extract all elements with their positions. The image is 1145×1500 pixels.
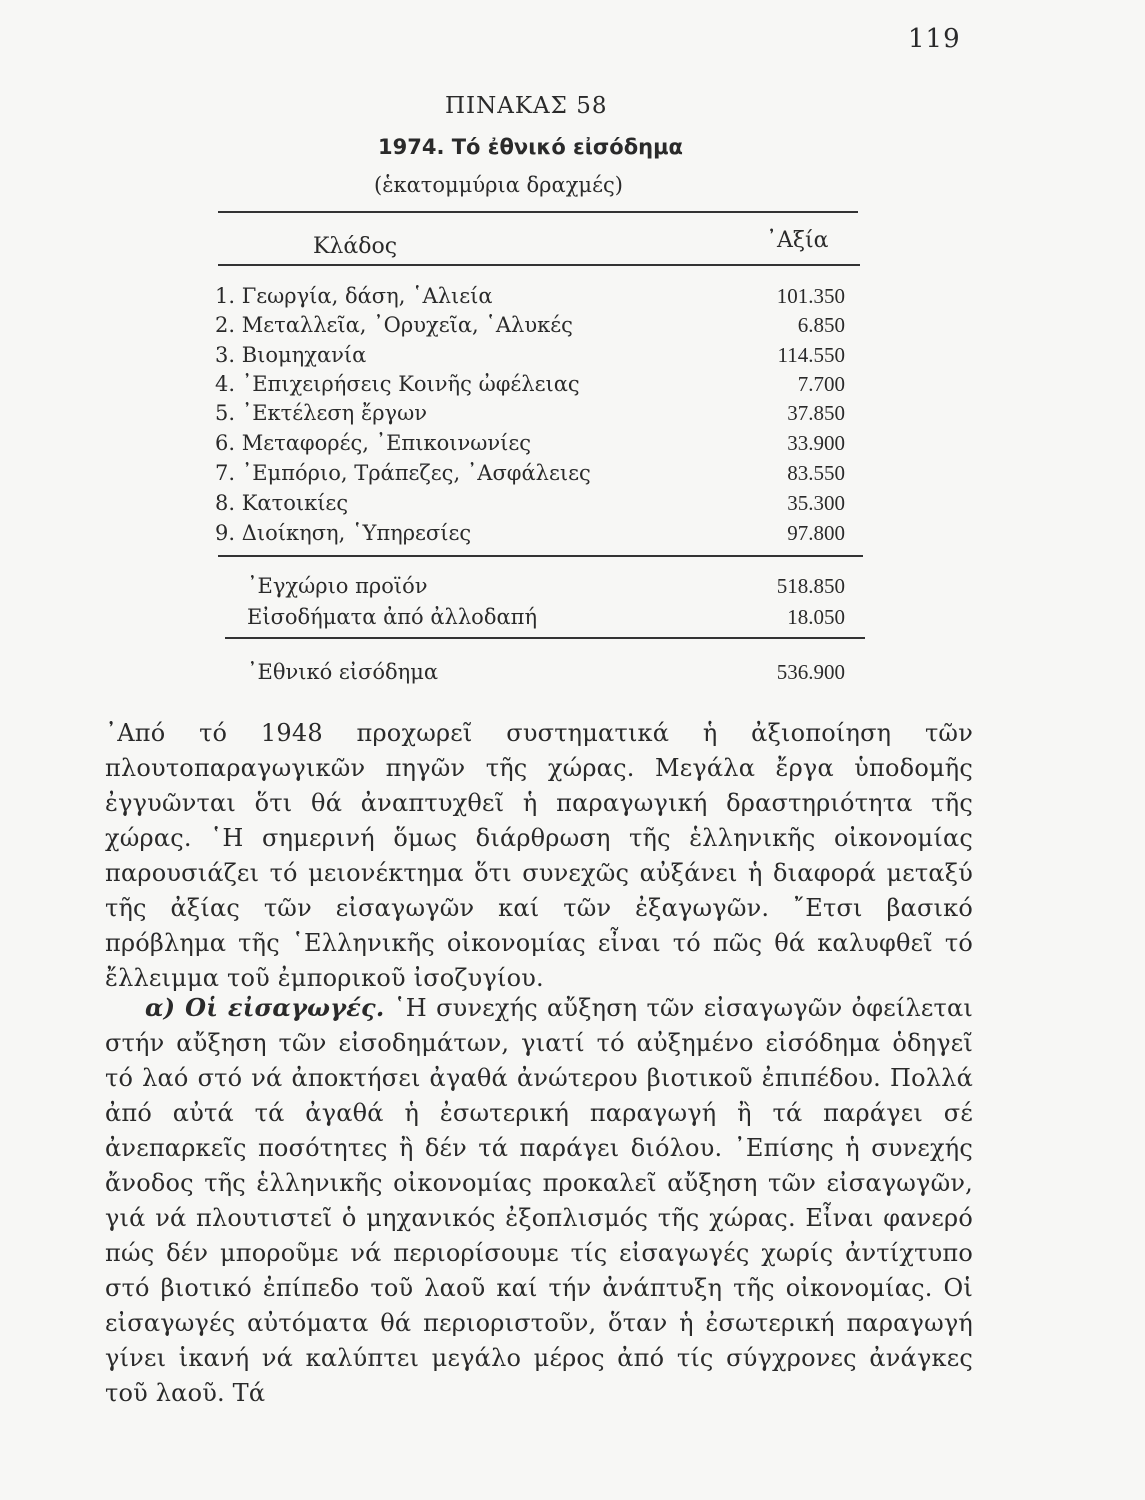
row-label: Εἰσοδήματα ἀπό ἀλλοδαπή <box>247 605 538 629</box>
row-value: 6.850 <box>797 313 845 337</box>
table-row <box>215 343 845 373</box>
column-header-value: ᾿Αξία <box>766 228 829 253</box>
row-value: 33.900 <box>787 431 845 455</box>
row-value: 37.850 <box>787 401 845 425</box>
row-value: 536.900 <box>776 660 845 684</box>
body-paragraph-1: ᾿Από τό 1948 προχωρεῖ συστηματικά ἡ ἀξιοποίηση τῶν πλουτοπαραγωγικῶν πηγῶν τῆς χώρας. Μεγάλα ἔργα ὑποδομῆς ἐγγυῶνται ὅτι θά ἀναπτυχθεῖ ἡ παραγωγική δραστηριότητα τῆς χώρας. ῾Η σημερινή ὅμως διάρθρωση τῆς ἑλληνικῆς οἰκονομίας παρουσιάζει τό μειονέκτημα ὅτι συνεχῶς αὐξάνει ἡ διαφορά μεταξύ τῆς ἀξίας τῶν εἰσαγωγῶν καί τῶν ἐξαγωγῶν. ῎Ετσι βασικό πρόβλημα τῆς ῾Ελληνικῆς οἰκονομίας εἶναι τό πῶς θά καλυφθεῖ τό ἔλλειμμα τοῦ ἐμπορικοῦ ἰσοζυγίου. <box>105 719 973 992</box>
row-value: 97.800 <box>787 521 845 545</box>
paragraph-heading: α) Οἱ εἰσαγωγές. <box>145 993 385 1022</box>
row-label: ᾿Εγχώριο προϊόν <box>247 574 428 598</box>
row-label: 9. Διοίκηση, ῾Υπηρεσίες <box>215 521 472 545</box>
table-row <box>215 461 845 491</box>
row-label: 4. ᾿Επιχειρήσεις Κοινῆς ὠφέλειας <box>215 372 580 396</box>
table-row <box>215 521 845 551</box>
row-value: 35.300 <box>787 491 845 515</box>
table-row <box>215 284 845 314</box>
table-row <box>215 401 845 431</box>
row-label: 6. Μεταφορές, ᾿Επικοινωνίες <box>215 431 531 455</box>
column-header-sector: Κλάδος <box>313 234 398 259</box>
table-unit: (ἑκατομμύρια δραχμές) <box>374 173 623 197</box>
table-row-national-income <box>215 660 845 690</box>
table-row <box>215 372 845 402</box>
table-label: ΠΙΝΑΚΑΣ 58 <box>445 93 608 119</box>
row-value: 518.850 <box>776 574 845 598</box>
table-row-domestic-product <box>215 574 845 604</box>
header-bottom-rule <box>218 264 860 266</box>
table-row <box>215 491 845 521</box>
row-label: 3. Βιομηχανία <box>215 343 367 367</box>
rows-bottom-rule <box>218 555 863 557</box>
table-row <box>215 313 845 343</box>
table-title: 1974. Τό ἐθνικό εἰσόδημα <box>378 135 683 159</box>
row-value: 101.350 <box>776 284 845 308</box>
page-number: 119 <box>908 24 961 54</box>
row-label: 2. Μεταλλεῖα, ᾿Ορυχεῖα, ῾Αλυκές <box>215 313 573 337</box>
paragraph-text: ῾Η συνεχής αὔξηση τῶν εἰσαγωγῶν ὀφείλεται στήν αὔξηση τῶν εἰσοδημάτων, γιατί τό αὐξημένο εἰσόδημα ὁδηγεῖ τό λαό στό νά ἀποκτήσει ἀγαθά ἀνώτερου βιοτικοῦ ἐπιπέδου. Πολλά ἀπό αὐτά τά ἀγαθά ἡ ἐσωτερική παραγωγή ἢ τά παράγει σέ ἀνεπαρκεῖς ποσότητες ἢ δέν τά παράγει διόλου. ᾿Επίσης ἡ συνεχής ἄνοδος τῆς ἑλληνικῆς οἰκονομίας προκαλεῖ αὔξηση τῶν εἰσαγωγῶν, γιά νά πλουτιστεῖ ὁ μηχανικός ἐξοπλισμός τῆς χώρας. Εἶναι φανερό πώς δέν μποροῦμε νά περιορίσουμε τίς εἰσαγωγές χωρίς ἀντίχτυπο στό βιοτικό ἐπίπεδο τοῦ λαοῦ καί τήν ἀνάπτυξη τῆς οἰκονομίας. Οἱ εἰσαγωγές αὐτόματα θά περιοριστοῦν, ὅταν ἡ ἐσωτερική παραγωγή γίνει ἱκανή νά καλύπτει μεγάλο μέρος ἀπό τίς σύγχρονες ἀνάγκες τοῦ λαοῦ. Τά <box>105 994 973 1407</box>
body-paragraph-2 <box>105 990 973 1411</box>
row-label: 8. Κατοικίες <box>215 491 349 515</box>
row-label: 7. ᾿Εμπόριο, Τράπεζες, ᾿Ασφάλειες <box>215 461 591 485</box>
row-value: 114.550 <box>777 343 845 367</box>
subtotal-rule <box>225 637 865 639</box>
table-top-rule <box>218 211 858 213</box>
row-label: 1. Γεωργία, δάση, ῾Αλιεία <box>215 284 493 308</box>
table-row <box>215 431 845 461</box>
table-row-foreign-income <box>215 605 845 635</box>
row-label: 5. ᾿Εκτέλεση ἔργων <box>215 401 427 425</box>
row-label: ᾿Εθνικό εἰσόδημα <box>247 660 439 684</box>
row-value: 83.550 <box>787 461 845 485</box>
row-value: 18.050 <box>787 605 845 629</box>
row-value: 7.700 <box>797 372 845 396</box>
